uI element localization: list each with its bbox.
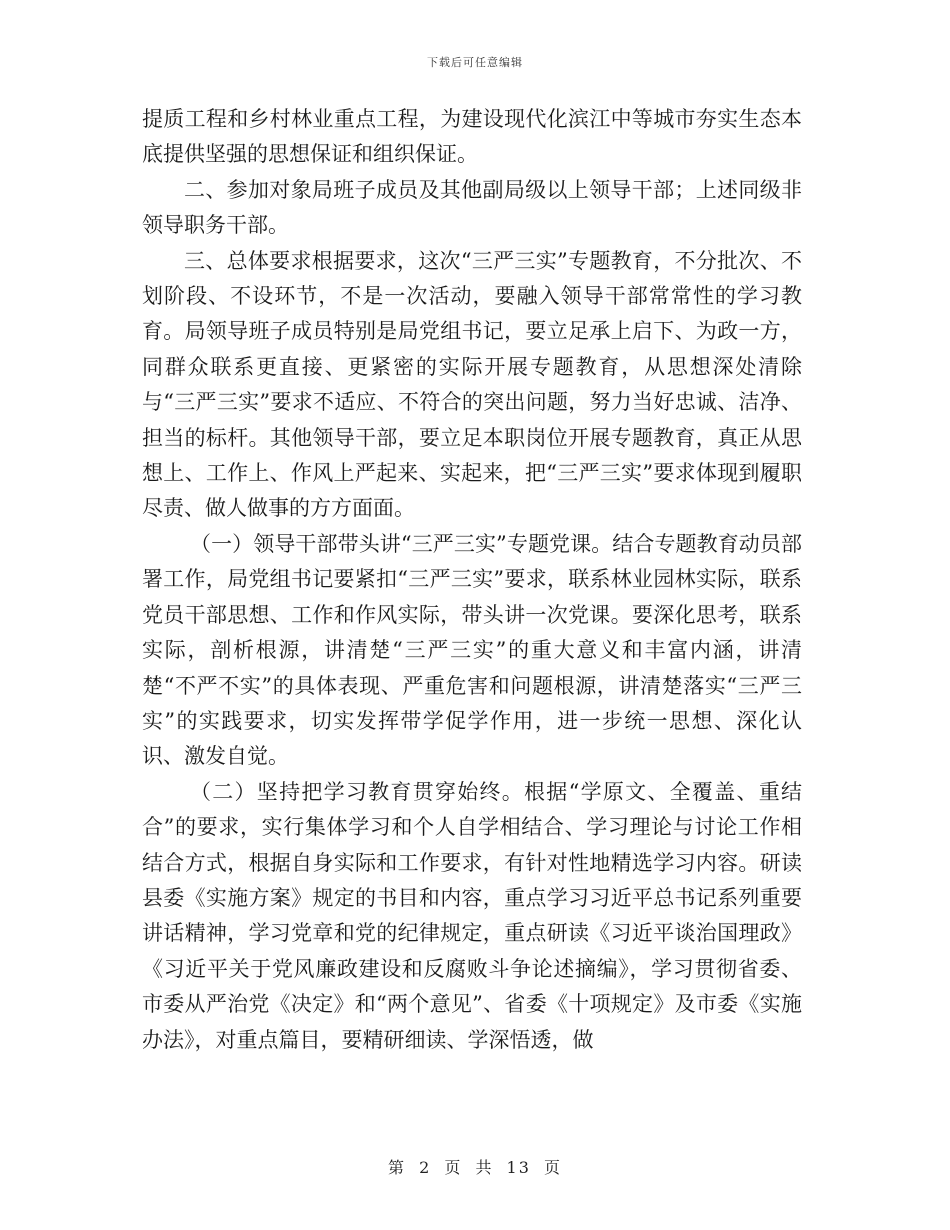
header-note: 下载后可任意编辑 [427, 56, 523, 69]
paragraph-continuation: 提质工程和乡村林业重点工程，为建设现代化滨江中等城市夯实生态本底提供坚强的思想保证和组织保证。 [142, 107, 802, 167]
document-body [142, 102, 802, 1058]
paragraph-section-two: （二）坚持把学习教育贯穿始终。根据“学原文、全覆盖、重结合”的要求，实行集体学习和个人自学相结合、学习理论与讨论工作相结合方式，根据自身实际和工作要求，有针对性地精选学习内容。研读县委《实施方案》规定的书目和内容，重点学习习近平总书记系列重要讲话精神，学习党章和党的纪律规定，重点研读《习近平谈治国理政》《习近平关于党风廉政建设和反腐败斗争论述摘编》，学习贯彻省委、市委从严治党《决定》和“两个意见”、省委《十项规定》及市委《实施办法》，对重点篇目，要精研细读、学深悟透，做 [142, 779, 802, 1052]
paragraph-participants: 二、参加对象局班子成员及其他副局级以上领导干部；上述同级非领导职务干部。 [142, 177, 802, 238]
paragraph-general-requirements: 三、总体要求根据要求，这次“三严三实”专题教育，不分批次、不划阶段、不设环节，不是一次活动，要融入领导干部常常性的学习教育。局领导班子成员特别是局党组书记，要立足承上启下、为政一方，同群众联系更直接、更紧密的实际开展专题教育，从思想深处清除与“三严三实”要求不适应、不符合的突出问题，努力当好忠诚、洁净、担当的标杆。其他领导干部，要立足本职岗位开展专题教育，真正从思想上、工作上、作风上严起来、实起来，把“三严三实”要求体现到履职尽责、做人做事的方方面面。 [142, 248, 802, 521]
page-number: 第 2 页 共 13 页 [388, 1158, 562, 1177]
paragraph-section-one: （一）领导干部带头讲“三严三实”专题党课。结合专题教育动员部署工作，局党组书记要紧扣“三严三实”要求，联系林业园林实际，联系党员干部思想、工作和作风实际，带头讲一次党课。要深化思考，联系实际，剖析根源，讲清楚“三严三实”的重大意义和丰富内涵，讲清楚“不严不实”的具体表现、严重危害和问题根源，讲清楚落实“三严三实”的实践要求，切实发挥带学促学作用，进一步统一思想、深化认识、激发自觉。 [142, 531, 802, 769]
